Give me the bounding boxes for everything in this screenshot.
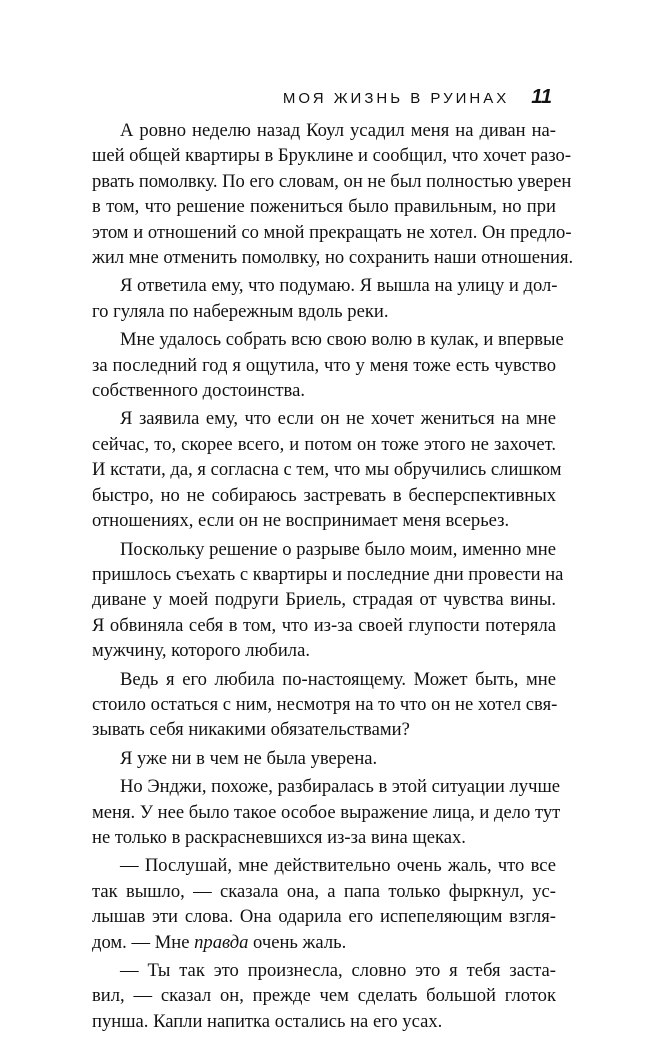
text-line: рвать помолвку. По его словам, он не был полностью уверен (92, 170, 572, 192)
text-line: А ровно неделю назад Коул усадил меня на диван на- (120, 120, 556, 141)
text-line: отношениях, если он не воспринимает меня всерьез. (92, 510, 510, 532)
text-line: диване у моей подруги Бриель, страдая от чувства вины. (92, 589, 556, 611)
paragraph (92, 118, 574, 270)
paragraph (92, 746, 556, 771)
text-line: Я обвиняла себя в том, что из-за своей глупости потеряла (92, 614, 556, 636)
emphasis-text: правда (194, 931, 249, 953)
text-line: в том, что решение пожениться было правильным, но при (92, 196, 556, 218)
text-line: Поскольку решение о разрыве было моим, именно мне (120, 538, 556, 560)
text-line: — Ты так это произнесла, словно это я тебя заста- (120, 960, 556, 981)
text-line: Мне удалось собрать всю свою волю в кулак, и впервые (120, 329, 564, 351)
text-line: быстро, но не собираюсь застревать в бесперспективных (92, 484, 556, 506)
text-line: го гуляла по набережным вдоль реки. (92, 300, 389, 322)
text-line: лышав эти слова. Она одарила его испепеляющим взгля- (92, 906, 556, 928)
paragraph (92, 406, 562, 533)
text-line: Но Энджи, похоже, разбиралась в этой ситуации лучше (120, 776, 561, 798)
paragraph (92, 327, 564, 403)
text-line: так вышло, — сказала она, а папа только фыркнул, ус- (92, 880, 556, 902)
text-line: собственного достоинства. (92, 380, 305, 402)
text-line: Ведь я его любила по-настоящему. Может быть, мне (120, 668, 556, 690)
text-line: пришлось съехать с квартиры и последние дни провести на (92, 563, 564, 585)
paragraph (92, 273, 556, 324)
text-line: жил мне отменить помолвку, но сохранить наши отношения. (92, 247, 574, 269)
text-line: вил, — сказал он, прежде чем сделать большой глоток (92, 985, 556, 1007)
paragraph (92, 958, 556, 1034)
text-line: Я уже ни в чем не была уверена. (120, 747, 378, 769)
paragraph (92, 667, 556, 743)
text-line: этом и отношений со мной прекращать не хотел. Он предло- (92, 221, 572, 243)
text-line: за последний год я ощутила, что у меня тоже есть чувство (92, 354, 556, 376)
running-title: МОЯ ЖИЗНЬ В РУИНАХ (282, 90, 510, 107)
paragraph (92, 853, 556, 955)
text-line: мужчину, которого любила. (92, 640, 310, 662)
text-line: И кстати, да, я согласна с тем, что мы обручились слишком (92, 459, 562, 481)
text-line: меня. У нее было такое особое выражение лица, и дело тут (92, 801, 561, 823)
text-line: зывать себя никакими обязательствами? (92, 719, 410, 741)
text-line: — Послушай, мне действительно очень жаль, что все (120, 855, 556, 877)
body-text (92, 118, 574, 1037)
paragraph (92, 774, 561, 850)
text-segment: дом. — Мне (92, 931, 195, 953)
text-line: Я заявила ему, что если он не хочет жениться на мне (120, 408, 556, 430)
text-line: шей общей квартиры в Бруклине и сообщил, что хочет разо- (92, 145, 572, 167)
paragraph (92, 537, 564, 664)
text-line: пунша. Капли напитка остались на его усах. (92, 1010, 443, 1032)
text-line (92, 930, 556, 955)
page-number: 11 (531, 86, 552, 108)
running-header (283, 86, 552, 109)
text-line: не только в раскрасневшихся из-за вина щеках. (92, 826, 466, 848)
text-line: сейчас, то, скорее всего, и потом он тоже этого не захочет. (92, 433, 556, 455)
text-line: Я ответила ему, что подумаю. Я вышла на улицу и дол- (120, 275, 558, 297)
text-line: стоило остаться с ним, несмотря на то что он не хотел свя- (92, 693, 558, 715)
text-segment: очень жаль. (248, 931, 347, 953)
